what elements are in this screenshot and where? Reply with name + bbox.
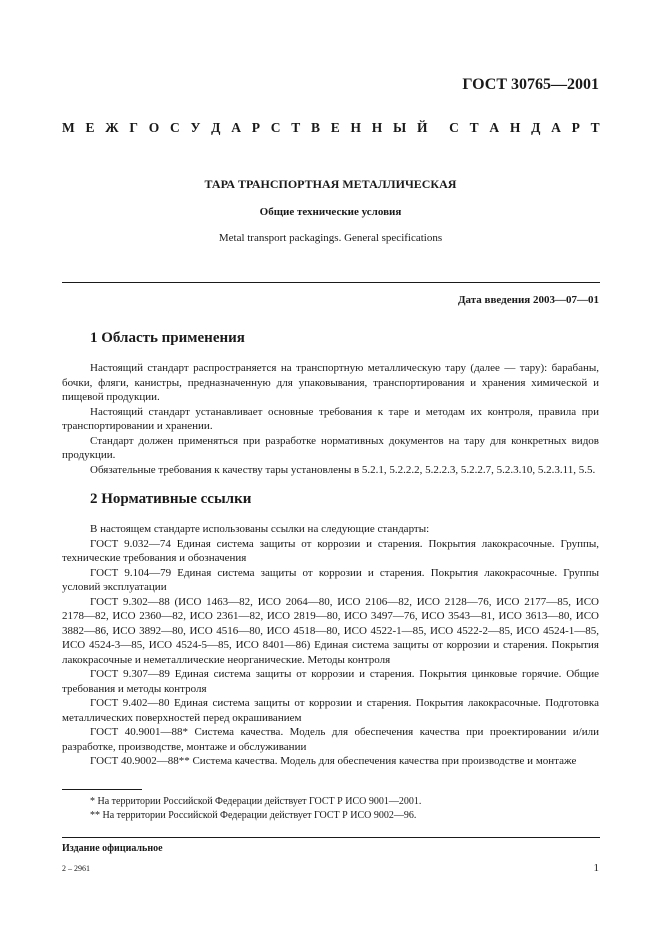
reference-item: ГОСТ 9.104—79 Единая система защиты от коррозии и старения. Покрытия лакокрасочные. Группы условий эксплуатации — [62, 566, 599, 593]
footer-divider — [62, 837, 600, 838]
banner-letter: А — [489, 120, 500, 135]
reference-item: ГОСТ 9.302—88 (ИСО 1463—82, ИСО 2064—80, ИСО 2106—82, ИСО 2128—76, ИСО 2177—85, ИСО 2178—82, ИСО 2360—82, ИСО 2361—82, ИСО 2819—80, ИСО 3497—76, ИСО 3543—81, ИСО 3613—80, ИСО 3882—86, ИСО 3892—80, ИСО 4516—80, ИСО 4518—80, ИСО 4522-1—85, ИСО 4522-2—85, ИСО 4524-1—85, ИСО 4524-3—85, ИСО 4524-5—85, ИСО 8401—86) Единая система защиты от коррозии и старения. Покрытия лакокрасочные и неметаллические неорганические. Методы контроля — [62, 595, 599, 666]
banner-letter: Ж — [105, 120, 119, 135]
section-2-heading: 2 Нормативные ссылки — [90, 491, 252, 507]
banner-letter: У — [190, 120, 201, 135]
paragraph: В настоящем стандарте использованы ссылки на следующие стандарты: — [90, 523, 430, 535]
banner-letter: О — [148, 120, 160, 135]
banner-letter: Н — [350, 120, 362, 135]
reference-item: ГОСТ 40.9002—88** Система качества. Модель для обеспечения качества при производстве и монтаже — [90, 755, 577, 767]
paragraph: Обязательные требования к качеству тары установлены в 5.2.1, 5.2.2.2, 5.2.2.3, 5.2.2.7, 5.2.3.10, 5.2.3.11, 5.5. — [90, 463, 596, 476]
footnotes — [90, 795, 421, 823]
banner-letter: Е — [85, 120, 95, 135]
document-subtitle: Общие технические условия — [259, 206, 402, 218]
banner-letter: С — [169, 120, 180, 135]
introduction-date: Дата введения 2003—07—01 — [457, 294, 599, 306]
footnote: * На территории Российской Федерации действует ГОСТ Р ИСО 9001—2001. — [90, 796, 422, 807]
banner-letter: Г — [129, 120, 138, 135]
banner-letter: С — [270, 120, 281, 135]
banner-letter: Е — [330, 120, 340, 135]
reference-item: ГОСТ 9.307—89 Единая система защиты от коррозии и старения. Покрытия цинковые горячие. Общие требования и методы контроля — [62, 668, 599, 695]
banner-letter: Д — [211, 120, 221, 135]
reference-item: ГОСТ 40.9001—88* Система качества. Модель для обеспечения качества при проектировании и/или разработке, производстве, монтаже и обслуживании — [62, 726, 599, 753]
footnote-divider — [62, 789, 142, 790]
banner-letter: А — [551, 120, 561, 135]
document-title: ТАРА ТРАНСПОРТНАЯ МЕТАЛЛИЧЕСКАЯ — [204, 177, 457, 191]
print-code: 2 – 2961 — [62, 864, 90, 873]
header-divider — [62, 282, 600, 283]
reference-item: ГОСТ 9.032—74 Единая система защиты от коррозии и старения. Покрытия лакокрасочные. Группы, технические требования и обозначения — [62, 537, 599, 564]
banner-letter: Ы — [393, 120, 407, 135]
section-1-body — [62, 361, 599, 477]
paragraph: Стандарт должен применяться при разработке нормативных документов на тару для конкретных видов продукции. — [62, 434, 599, 461]
banner-letter: А — [231, 120, 241, 135]
footnote: ** На территории Российской Федерации действует ГОСТ Р ИСО 9002—96. — [90, 810, 417, 821]
official-edition-label: Издание официальное — [62, 843, 163, 854]
banner-letter: Т — [291, 120, 301, 135]
banner-letter: Т — [469, 120, 479, 135]
document-title-english: Metal transport packagings. General specifications — [218, 232, 443, 244]
banner-letter: В — [310, 120, 320, 135]
banner-letter: Р — [251, 120, 260, 135]
banner-letter: Н — [371, 120, 383, 135]
banner-letter: М — [62, 120, 75, 135]
paragraph: Настоящий стандарт распространяется на транспортную металлическую тару (далее — тару): барабаны, бочки, фляги, канистры, предназначенную для упаковывания, транспортирования и хранения химической и пищевой продукции. — [62, 362, 599, 403]
paragraph: Настоящий стандарт устанавливает основные требования к таре и методам их контроля, правила при транспортировании и хранении. — [62, 405, 599, 432]
document-code: ГОСТ 30765—2001 — [462, 76, 599, 93]
banner-letter: Т — [590, 120, 600, 135]
section-2-body — [62, 522, 599, 769]
section-1-heading: 1 Область применения — [90, 330, 245, 346]
standard-banner — [62, 120, 600, 136]
banner-letter: Р — [571, 120, 580, 135]
page-number: 1 — [593, 862, 599, 874]
banner-letter: С — [449, 120, 459, 135]
banner-letter: Д — [531, 120, 541, 135]
reference-item: ГОСТ 9.402—80 Единая система защиты от коррозии и старения. Покрытия лакокрасочные. Подготовка металлических поверхностей перед окрашиванием — [62, 697, 599, 724]
banner-letter: Н — [509, 120, 521, 135]
banner-letter: Й — [417, 120, 428, 135]
